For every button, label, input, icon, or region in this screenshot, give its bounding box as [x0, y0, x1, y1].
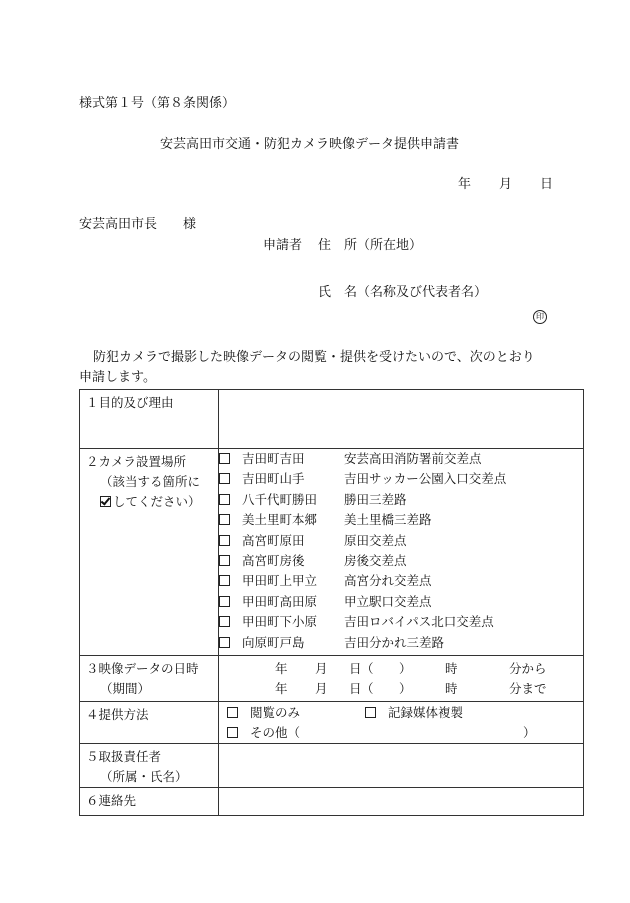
checkbox-icon[interactable]: [227, 727, 238, 738]
form-number: 様式第１号（第８条関係）: [79, 96, 236, 111]
from-month: 月: [315, 661, 328, 676]
manager-input-cell[interactable]: [219, 744, 584, 788]
from-hour: 時: [445, 661, 458, 676]
location-town: 高宮町房後: [242, 552, 305, 568]
location-sub1: （該当する箇所に: [100, 474, 201, 489]
location-place: 甲立駅口交差点: [344, 593, 432, 609]
location-place: 美土里橋三差路: [344, 512, 432, 528]
intro-line-2: 申請します。: [79, 370, 156, 385]
date-day: 日: [540, 177, 554, 192]
datetime-sub: （期間）: [100, 681, 151, 696]
option-other-label: その他（: [250, 725, 301, 740]
location-item[interactable]: [219, 510, 583, 530]
checkbox-icon[interactable]: [219, 555, 230, 566]
location-place: 原田交差点: [344, 532, 407, 548]
date-year: 年: [458, 177, 472, 192]
option-copy-media-label: 記録媒体複製: [388, 705, 464, 720]
datetime-label-cell: [80, 656, 219, 702]
location-town: 甲田町高田原: [242, 593, 318, 609]
contact-input-cell[interactable]: [219, 788, 584, 816]
location-place: 勝田三差路: [344, 491, 407, 507]
location-town: 甲田町上甲立: [242, 573, 318, 589]
datetime-to-line: [219, 679, 583, 699]
location-item[interactable]: [219, 490, 583, 510]
checkbox-icon[interactable]: [219, 596, 230, 607]
datetime-input-cell[interactable]: [219, 656, 584, 702]
to-paren-close: ）: [399, 681, 412, 696]
contact-label: ６連絡先: [86, 793, 137, 808]
manager-label: ５取扱責任者: [86, 749, 162, 764]
checkbox-icon[interactable]: [219, 514, 230, 525]
from-year: 年: [275, 661, 288, 676]
checkbox-icon[interactable]: [219, 616, 230, 627]
location-item[interactable]: [219, 469, 583, 489]
intro-line-1: 防犯カメラで撮影した映像データの閲覧・提供を受けたいので、次のとおり: [93, 350, 535, 365]
manager-label-cell: [80, 744, 219, 788]
checkbox-icon[interactable]: [227, 707, 238, 718]
applicant-label: 申請者: [263, 238, 303, 253]
checkbox-icon[interactable]: [219, 473, 230, 484]
method-line-1: [227, 703, 583, 723]
from-minute: 分から: [509, 661, 547, 676]
to-day: 日: [349, 681, 362, 696]
application-table: [79, 389, 584, 816]
location-place: 吉田サッカー公園入口交差点: [344, 471, 507, 487]
page-title: 安芸高田市交通・防犯カメラ映像データ提供申請書: [160, 137, 460, 152]
location-place: 吉田ロバイパス北口交差点: [344, 614, 494, 630]
location-sub2-wrap: [86, 492, 218, 512]
to-month: 月: [315, 681, 328, 696]
checkbox-icon[interactable]: [219, 575, 230, 586]
location-town: 美土里町本郷: [242, 512, 318, 528]
method-label: ４提供方法: [86, 707, 149, 722]
location-town: 吉田町山手: [242, 471, 305, 487]
row-datetime: [80, 656, 584, 702]
purpose-label: １目的及び理由: [86, 395, 174, 410]
location-item[interactable]: [219, 531, 583, 551]
location-place: 房後交差点: [344, 552, 407, 568]
to-paren-open: （: [361, 681, 374, 696]
checkbox-icon[interactable]: [219, 453, 230, 464]
location-town: 向原町戸島: [242, 634, 305, 650]
location-place: 吉田分かれ三差路: [344, 634, 445, 650]
location-town: 吉田町吉田: [242, 451, 305, 466]
contact-label-cell: [80, 788, 219, 816]
address-label: 住 所（所在地）: [318, 238, 423, 253]
location-item[interactable]: [219, 592, 583, 612]
from-paren-open: （: [361, 661, 374, 676]
option-copy-media[interactable]: [365, 705, 463, 721]
seal-text: 印: [533, 310, 547, 324]
checkbox-icon[interactable]: [219, 535, 230, 546]
option-other-close: ）: [523, 725, 536, 740]
location-item[interactable]: [219, 449, 583, 469]
to-year: 年: [275, 681, 288, 696]
location-place: 高宮分れ交差点: [344, 573, 432, 589]
checkbox-icon[interactable]: [365, 707, 376, 718]
purpose-label-cell: [80, 390, 219, 449]
seal-mark: [533, 308, 547, 324]
row-location: [80, 449, 584, 656]
checkbox-icon[interactable]: [219, 637, 230, 648]
method-line-2: [227, 723, 583, 743]
location-list: [219, 449, 584, 656]
location-sub2: してください）: [113, 494, 201, 509]
addressee: 安芸高田市長 様: [79, 217, 197, 232]
option-view-only-label: 閲覧のみ: [250, 705, 301, 720]
to-hour: 時: [445, 681, 458, 696]
row-manager: [80, 744, 584, 788]
name-label: 氏 名（名称及び代表者名）: [318, 285, 488, 300]
date-month: 月: [499, 177, 513, 192]
checked-box-icon: [100, 496, 111, 507]
purpose-input-cell[interactable]: [219, 390, 584, 449]
method-options: [219, 702, 584, 744]
from-day: 日: [349, 661, 362, 676]
from-paren-close: ）: [399, 661, 412, 676]
option-view-only[interactable]: [227, 705, 300, 720]
location-place: 安芸高田消防署前交差点: [344, 451, 482, 466]
row-purpose: [80, 390, 584, 449]
location-label: ２カメラ設置場所: [86, 454, 187, 469]
location-town: 八千代町勝田: [242, 491, 318, 507]
location-item[interactable]: [219, 571, 583, 591]
location-item[interactable]: [219, 551, 583, 571]
to-minute: 分まで: [509, 681, 547, 696]
datetime-from-line: [219, 659, 583, 679]
row-method: [80, 702, 584, 744]
option-other[interactable]: [227, 725, 300, 740]
checkbox-icon[interactable]: [219, 494, 230, 505]
method-label-cell: [80, 702, 219, 744]
manager-sub: （所属・氏名）: [100, 769, 188, 784]
location-label-cell: [80, 449, 219, 656]
location-town: 高宮町原田: [242, 532, 305, 548]
row-contact: [80, 788, 584, 816]
datetime-label: ３映像データの日時: [86, 661, 199, 676]
location-town: 甲田町下小原: [242, 614, 318, 630]
location-item[interactable]: [219, 633, 583, 653]
location-item[interactable]: [219, 612, 583, 632]
